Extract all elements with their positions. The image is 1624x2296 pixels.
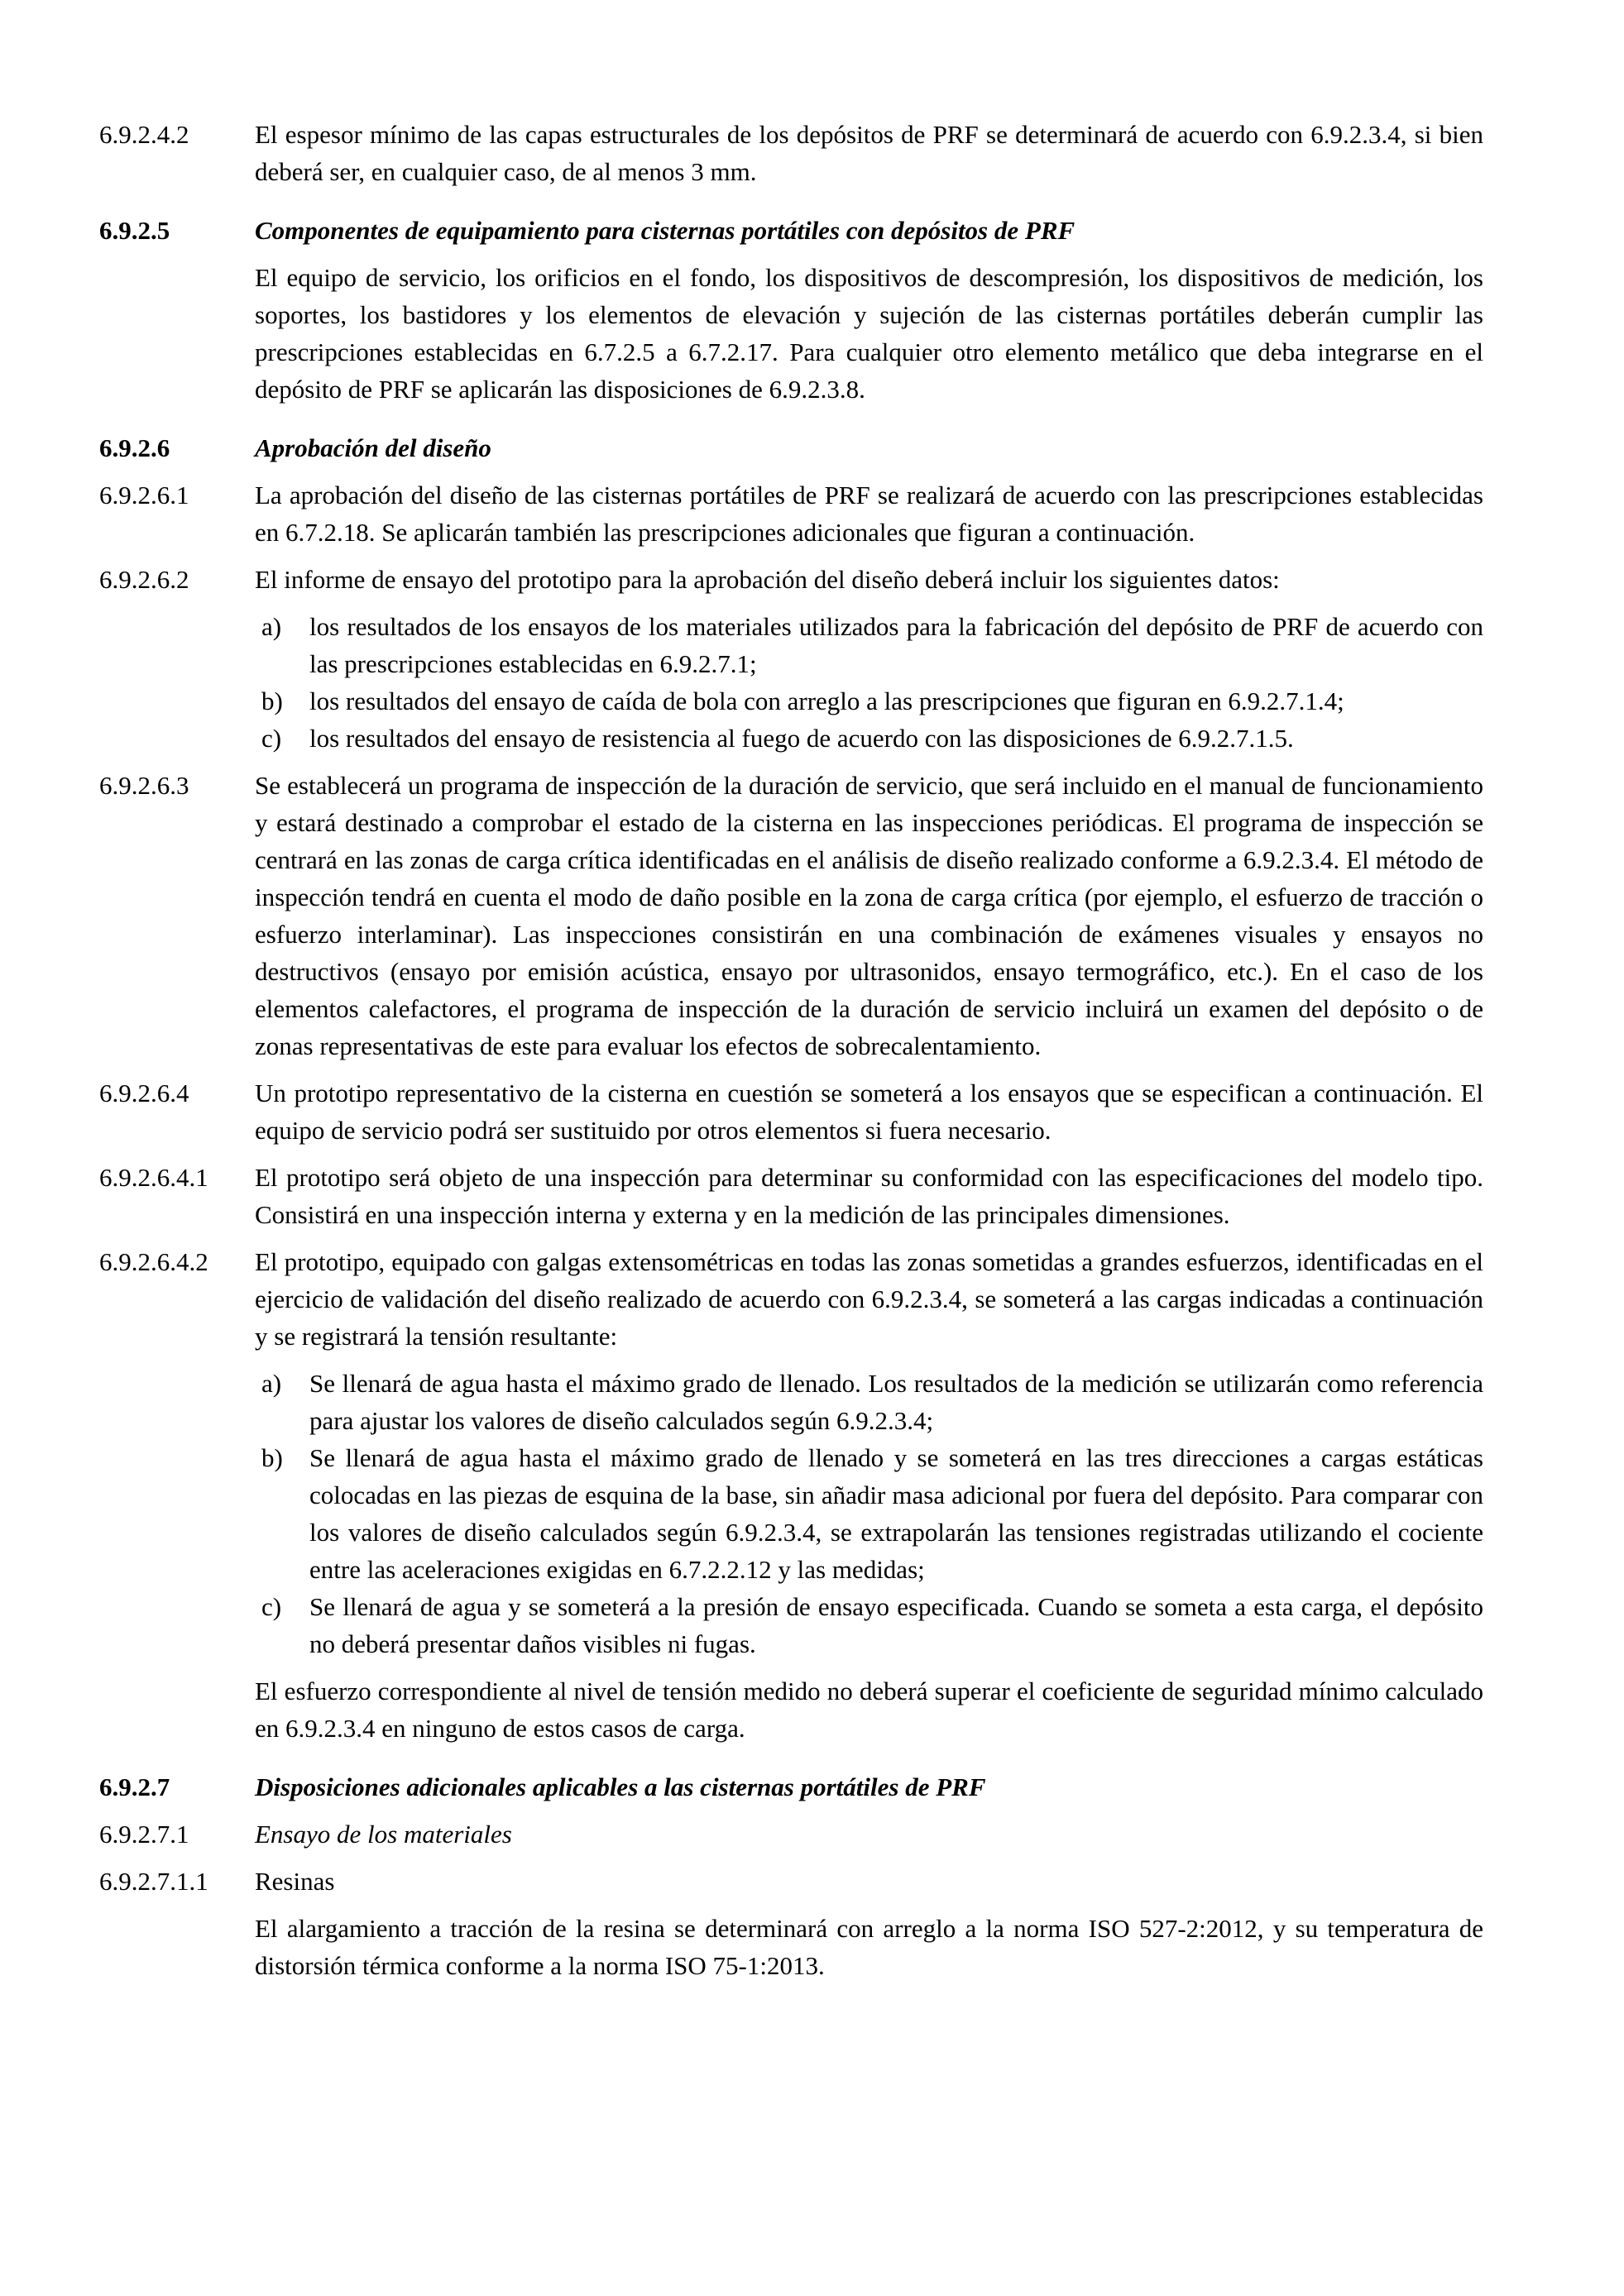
paragraph-text: El informe de ensayo del prototipo para la aprobación del diseño deberá incluir los siguientes datos: [255,565,1280,594]
section-title: Resinas [255,1867,335,1896]
heading-6-9-2-7 [99,1768,1483,1806]
paragraph-number: 6.9.2.6.1 [99,481,189,509]
paragraph-6-9-2-6-4-2-closing: El esfuerzo correspondiente al nivel de tensión medido no deberá superar el coeficiente de seguridad mínimo calculado en 6.9.2.3.4 en ninguno de estos casos de carga. [255,1677,1483,1743]
paragraph-6-9-2-6-4-2 [99,1243,1483,1355]
section-number: 6.9.2.7 [99,1772,170,1801]
section-number: 6.9.2.7.1.1 [99,1867,208,1896]
paragraph-6-9-2-4-2 [99,116,1483,190]
section-number: 6.9.2.7.1 [99,1820,189,1849]
paragraph-text: El prototipo, equipado con galgas extensométricas en todas las zonas sometidas a grandes esfuerzos, identificadas en el ejercicio de validación del diseño realizado de acuerdo con 6.9.2.3.4, se someterá a las cargas indicadas a continuación y se registrará la tensión resultante: [255,1247,1483,1351]
paragraph-number: 6.9.2.6.3 [99,771,189,800]
list-item-label: c) [261,724,282,753]
list-item-label: a) [261,1369,282,1398]
list-6-9-2-6-4-2 [255,1365,1483,1662]
list-item [255,1588,1483,1662]
heading-6-9-2-5 [99,212,1483,249]
section-title: Componentes de equipamiento para cisternas portátiles con depósitos de PRF [255,216,1075,245]
list-item-label: c) [261,1592,282,1621]
paragraph-6-9-2-6-1 [99,476,1483,551]
list-item-text: Se llenará de agua y se someterá a la presión de ensayo especificada. Cuando se someta a esta carga, el depósito no deberá presentar daños visibles ni fugas. [309,1592,1483,1658]
list-item [255,682,1483,720]
paragraph-number: 6.9.2.6.4.2 [99,1247,208,1276]
list-item-text: Se llenará de agua hasta el máximo grado de llenado y se someterá en las tres direcciones a cargas estáticas colocadas en las piezas de esquina de la base, sin añadir masa adicional por fuera del depósito. Para comparar con los valores de diseño calculados según 6.9.2.3.4, se extrapolarán las tensiones registradas utilizando el cociente entre las aceleraciones exigidas en 6.7.2.2.12 y las medidas; [309,1443,1483,1584]
list-item-text: los resultados de los ensayos de los materiales utilizados para la fabricación del depósito de PRF de acuerdo con las prescripciones establecidas en 6.9.2.7.1; [309,612,1483,678]
list-item-text: los resultados del ensayo de resistencia al fuego de acuerdo con las disposiciones de 6.9.2.7.1.5. [309,724,1294,753]
list-item [255,720,1483,757]
heading-6-9-2-7-1 [99,1815,1483,1853]
paragraph-6-9-2-6-4-1 [99,1159,1483,1233]
section-title: Aprobación del diseño [255,433,491,462]
paragraph-6-9-2-6-4 [99,1074,1483,1149]
paragraph-6-9-2-6-3 [99,767,1483,1064]
paragraph-text: La aprobación del diseño de las cisternas portátiles de PRF se realizará de acuerdo con las prescripciones establecidas en 6.7.2.18. Se aplicarán también las prescripciones adicionales que figuran a continuación. [255,481,1483,547]
list-item-label: b) [261,686,283,715]
paragraph-6-9-2-5-text: El equipo de servicio, los orificios en el fondo, los dispositivos de descompresión, los dispositivos de medición, los soportes, los bastidores y los elementos de elevación y sujeción de las cisternas portátiles deberán cumplir las prescripciones establecidas en 6.7.2.5 a 6.7.2.17. Para cualquier otro elemento metálico que deba integrarse en el depósito de PRF se aplicarán las disposiciones de 6.9.2.3.8. [255,263,1483,404]
paragraph-text: El prototipo será objeto de una inspección para determinar su conformidad con las especificaciones del modelo tipo. Consistirá en una inspección interna y externa y en la medición de las principales dimensiones. [255,1163,1483,1229]
paragraph-number: 6.9.2.4.2 [99,120,189,149]
list-item-text: Se llenará de agua hasta el máximo grado de llenado. Los resultados de la medición se utilizarán como referencia para ajustar los valores de diseño calculados según 6.9.2.3.4; [309,1369,1483,1435]
section-number: 6.9.2.5 [99,216,170,245]
heading-6-9-2-6 [99,429,1483,466]
list-item-text: los resultados del ensayo de caída de bola con arreglo a las prescripciones que figuran en 6.9.2.7.1.4; [309,686,1344,715]
list-item [255,608,1483,682]
paragraph-6-9-2-7-1-1-text: El alargamiento a tracción de la resina se determinará con arreglo a la norma ISO 527-2:2012, y su temperatura de distorsión térmica conforme a la norma ISO 75-1:2013. [255,1914,1483,1980]
paragraph-text: Se establecerá un programa de inspección de la duración de servicio, que será incluido en el manual de funcionamiento y estará destinado a comprobar el estado de la cisterna en las inspecciones periódicas. El programa de inspección se centrará en las zonas de carga crítica identificadas en el análisis de diseño realizado conforme a 6.9.2.3.4. El método de inspección tendrá en cuenta el modo de daño posible en la zona de carga crítica (por ejemplo, el esfuerzo de tracción o esfuerzo interlaminar). Las inspecciones consistirán en una combinación de exámenes visuales y ensayos no destructivos (ensayo por emisión acústica, ensayo por ultrasonidos, ensayo termográfico, etc.). En el caso de los elementos calefactores, el programa de inspección de la duración de servicio incluirá un examen del depósito o de zonas representativas de este para evaluar los efectos de sobrecalentamiento. [255,771,1483,1060]
list-6-9-2-6-2 [255,608,1483,757]
section-number: 6.9.2.6 [99,433,170,462]
paragraph-number: 6.9.2.6.2 [99,565,189,594]
paragraph-text: Un prototipo representativo de la cisterna en cuestión se someterá a los ensayos que se especifican a continuación. El equipo de servicio podrá ser sustituido por otros elementos si fuera necesario. [255,1079,1483,1145]
paragraph-6-9-2-6-2 [99,561,1483,598]
paragraph-number: 6.9.2.6.4.1 [99,1163,208,1192]
section-title: Disposiciones adicionales aplicables a las cisternas portátiles de PRF [255,1772,986,1801]
heading-6-9-2-7-1-1 [99,1863,1483,1900]
paragraph-number: 6.9.2.6.4 [99,1079,189,1107]
paragraph-text: El espesor mínimo de las capas estructurales de los depósitos de PRF se determinará de acuerdo con 6.9.2.3.4, si bien deberá ser, en cualquier caso, de al menos 3 mm. [255,120,1483,186]
section-title: Ensayo de los materiales [255,1820,512,1849]
list-item [255,1439,1483,1588]
list-item-label: a) [261,612,282,641]
list-item [255,1365,1483,1439]
list-item-label: b) [261,1443,283,1472]
